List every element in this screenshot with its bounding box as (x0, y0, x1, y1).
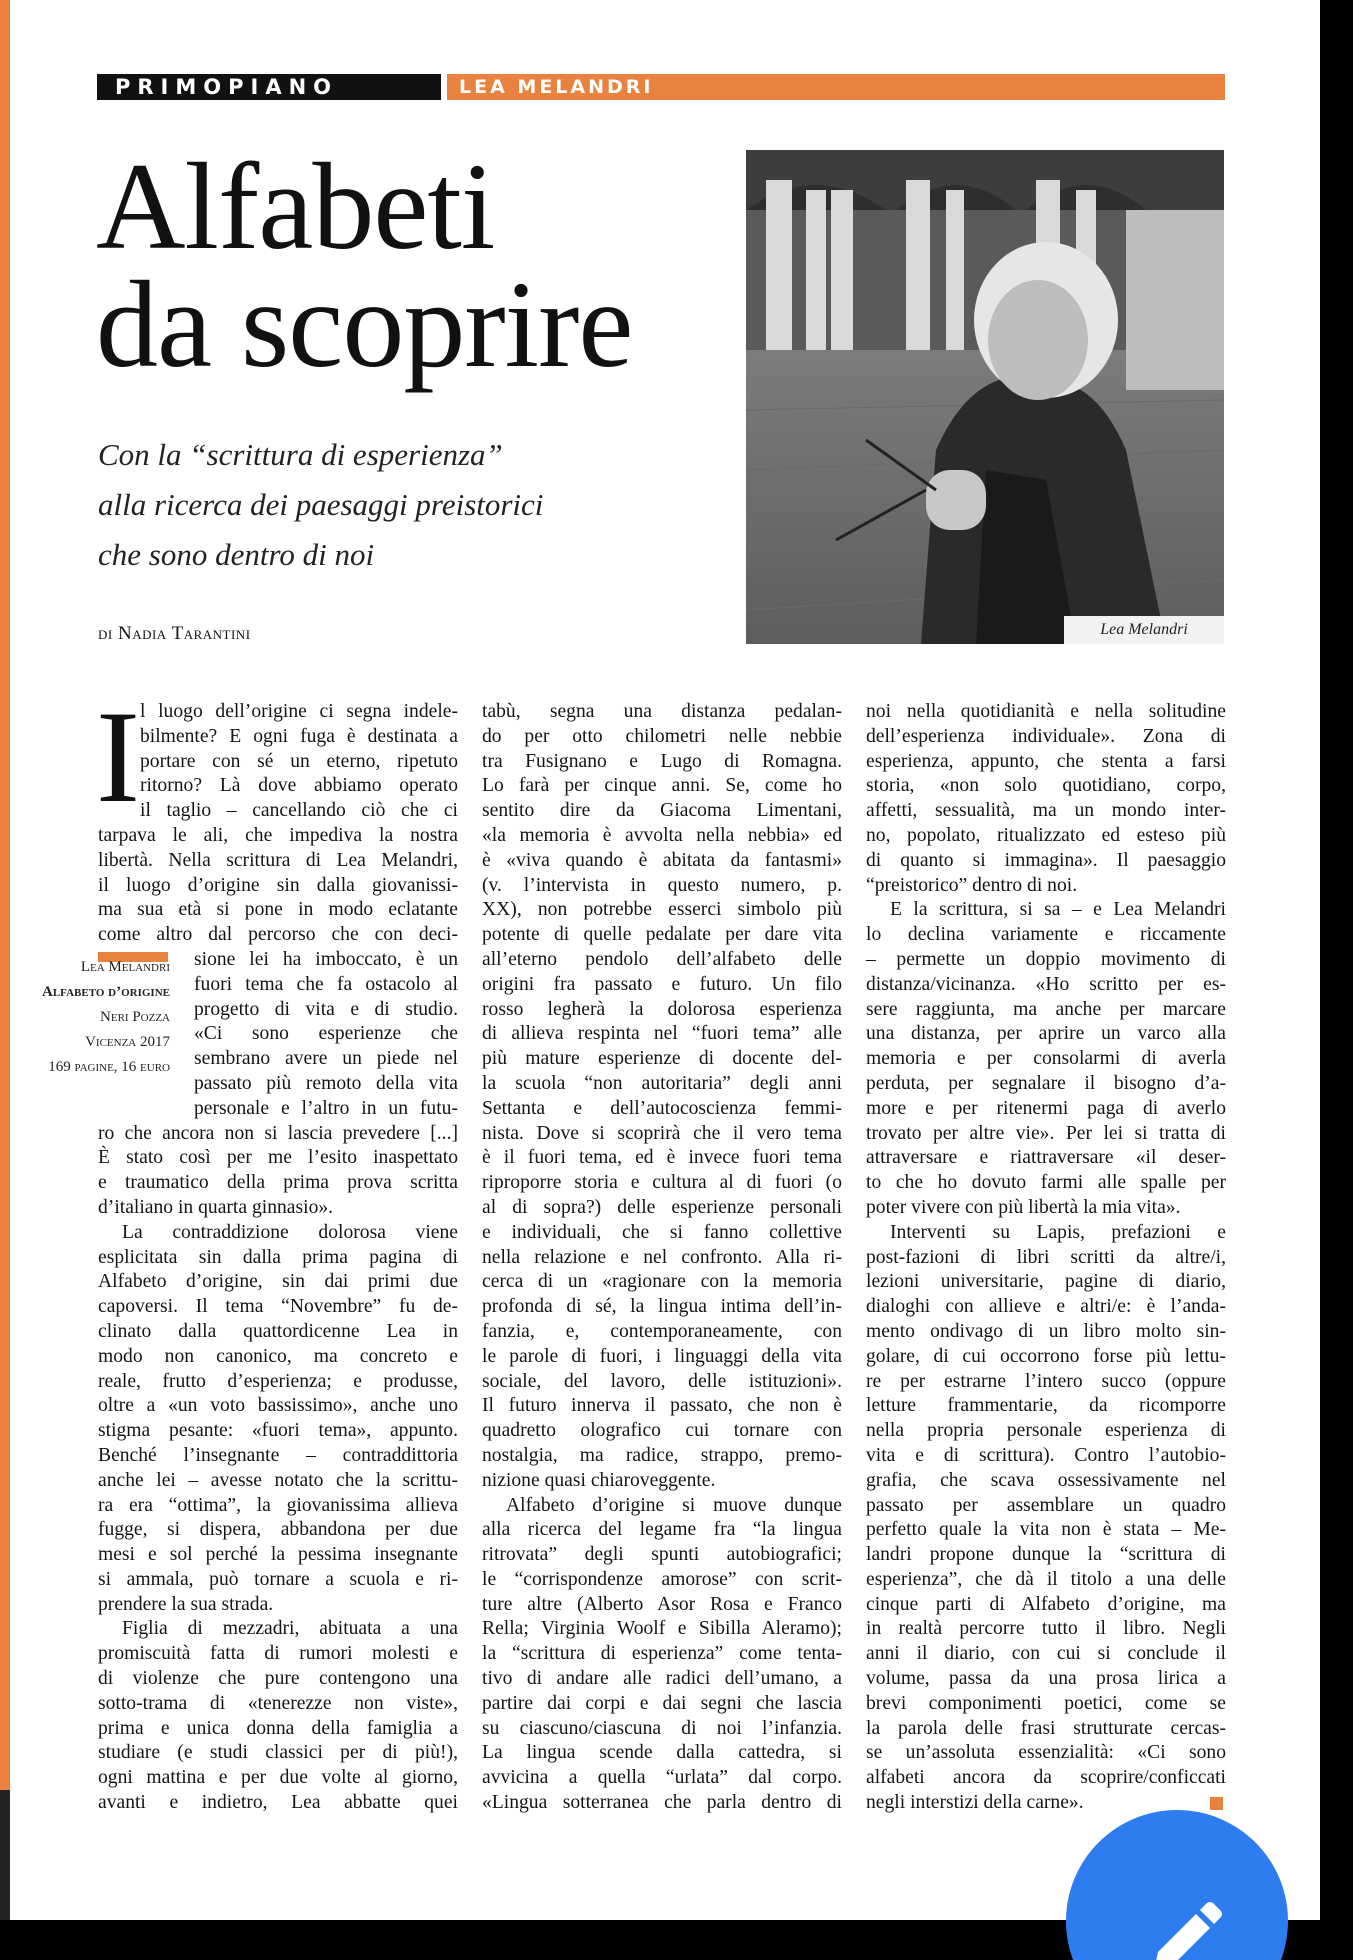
article-line: Interventi su Lapis, prefazioni e (890, 1221, 1226, 1243)
article-line: Rella; Virginia Woolf e Sibilla Aleramo); (482, 1618, 842, 1640)
article-line: nista. Dove si scoprirà che il vero tema (482, 1122, 842, 1144)
article-title (96, 138, 716, 393)
article-line: ro che ancora non si lascia prevedere [...] (98, 1122, 458, 1144)
article-line: capoversi. Il tema “Novembre” fu de- (98, 1296, 458, 1318)
article-line: prendere la sua strada. (98, 1593, 274, 1615)
article-line: dell’esperienza individuale». Zona di (866, 725, 1226, 747)
article-line: origini fra passato e futuro. Un filo (482, 973, 842, 995)
article-line: l luogo dell’origine ci segna indele- (140, 701, 458, 722)
article-line: Il futuro innerva il passato, che non è (482, 1395, 842, 1417)
section-rubric (97, 74, 1225, 100)
article-line: sione lei ha imboccato, è un (194, 948, 458, 970)
article-line: – permette un doppio movimento di (866, 948, 1226, 970)
article-line: prima e unica donna della famiglia a (98, 1717, 458, 1739)
article-line: Lo farà per cinque anni. Se, come ho (482, 775, 842, 797)
article-line: partire dai corpi e dai segni che lascia (482, 1692, 842, 1714)
article-line: fugge, si dispera, abbandona per due (98, 1519, 458, 1541)
article-line: all’eterno pendolo dell’alfabeto delle (482, 948, 842, 970)
title-line: Alfabeti (96, 138, 495, 275)
title-line: da scoprire (96, 256, 633, 393)
article-line: volume, passa da una prosa lirica a (866, 1668, 1226, 1690)
article-line: libertà. Nella scrittura di Lea Melandri, (98, 849, 458, 871)
article-line: E la scrittura, si sa – e Lea Melandri (890, 899, 1226, 921)
article-line: attraversare e riattraversare «il deser- (866, 1147, 1226, 1169)
article-line: rosso legherà la dolorosa esperienza (482, 998, 842, 1020)
article-line: «Lingua sotterranea che parla dentro di (482, 1792, 842, 1814)
article-line: una distanza, per aprire un varco alla (866, 1023, 1226, 1045)
article-line: esperienza”, che dà il titolo a una delle (866, 1568, 1226, 1590)
article-subtitle (98, 430, 658, 580)
article-line: tivo di andare alle radici dell’umano, a (482, 1668, 842, 1690)
article-line: È stato così per me l’esito inaspettato (98, 1147, 458, 1169)
page-edge-dark (0, 1790, 10, 1920)
article-line: letture frammentarie, da ricomporre (866, 1395, 1226, 1417)
article-line: in realtà percorre tutto il libro. Negli (866, 1618, 1226, 1640)
article-line: personale e l’altro in un futu- (194, 1097, 458, 1119)
article-line: ra era “ottima”, la giovanissima allieva (98, 1494, 458, 1516)
article-line: La contraddizione dolorosa viene (122, 1221, 458, 1243)
article-line: memoria e per consolarmi di averla (866, 1048, 1226, 1070)
article-line: e traumatico della prima prova scritta (98, 1172, 458, 1194)
article-line: modo non canonico, ma concreto e (98, 1345, 458, 1367)
article-line: brevi componimenti poetici, come se (866, 1692, 1226, 1714)
article-line: sere raggiunta, ma anche per marcare (866, 998, 1226, 1020)
article-line: anche lei – avesse notato che la scrittu- (98, 1469, 458, 1491)
page-edge-accent (0, 0, 10, 1790)
article-line: sotto-trama di «tenerezze non viste», (98, 1692, 458, 1714)
article-line: fuori tema che fa ostacolo al (194, 973, 458, 995)
article-line: su ciascuno/ciascuna di noi l’infanzia. (482, 1717, 842, 1739)
article-line: sociale, del lavoro, delle istituzioni». (482, 1370, 842, 1392)
book-title: Alfabeto d’origine (42, 984, 170, 1000)
byline: di Nadia Tarantini (98, 623, 251, 644)
article-line: come altro dal percorso che con deci- (98, 924, 458, 946)
article-line: il luogo d’origine sin dalla giovanissi- (98, 874, 458, 896)
article-line: le parole di fuori, i linguaggi della vita (482, 1345, 842, 1367)
article-line: post-fazioni di libri scritti da altre/i, (866, 1246, 1226, 1268)
article-line: esplicitata sin dalla prima pagina di (98, 1246, 458, 1268)
article-line: Settanta e dell’autocoscienza femmi- (482, 1097, 842, 1119)
article-line: noi nella quotidianità e nella solitudine (866, 701, 1226, 722)
article-line: studiare (e studi classici per di più!), (98, 1742, 458, 1764)
article-line: di violenze che pure contengono una (98, 1668, 458, 1690)
article-line: potente di quelle pedalate per dare vita (482, 924, 842, 946)
article-line: profonda di sé, la lingua intima dell’in- (482, 1296, 842, 1318)
article-line: grafia, che scava ossessivamente nel (866, 1469, 1226, 1491)
article-line: quadretto olografico cui tornare con (482, 1420, 842, 1442)
article-line: storia, «non solo quotidiano, corpo, (866, 775, 1226, 797)
article-line: nella relazione e nel confronto. Alla ri- (482, 1246, 842, 1268)
article-line: anni il diario, con cui si conclude il (866, 1643, 1226, 1665)
article-line: lo declina variamente e riccamente (866, 924, 1226, 946)
article-line: «Ci sono esperienze che (194, 1023, 458, 1045)
article-line: reale, frutto d’esperienza; e produsse, (98, 1370, 458, 1392)
article-line: La lingua scende dalla cattedra, si (482, 1742, 842, 1764)
article-column-1 (96, 683, 458, 1816)
article-line: nizione quasi chiaroveggente. (482, 1469, 716, 1491)
book-details: 169 pagine, 16 euro (48, 1059, 170, 1075)
article-line: alfabeti ancora da scoprire/conficcati (866, 1767, 1226, 1789)
article-line: promiscuità fatta di rumori molesti e (98, 1643, 458, 1665)
article-line: lezioni universitarie, pagine di diario, (866, 1271, 1226, 1293)
article-line: perduta, per segnalare il bisogno d’a- (866, 1072, 1226, 1094)
article-line: alla ricerca del legame fra “la lingua (482, 1519, 842, 1541)
article-line: tra Fusignano e Lugo di Romagna. (482, 750, 842, 772)
book-publisher: Neri Pozza (100, 1009, 170, 1025)
article-line: bilmente? E ogni fuga è destinata a (140, 725, 458, 747)
article-column-2 (482, 700, 842, 1816)
article-line: d’italiano in quarta ginnasio». (98, 1196, 334, 1218)
subtitle-line: Con la “scrittura di esperienza” (98, 437, 503, 472)
article-line: ritrovata” degli spunti autobiografici; (482, 1544, 842, 1566)
article-line: no, popolato, ritualizzato ed esteso più (866, 824, 1226, 846)
article-line: trovato per altre vie». Per lei si tratta di (866, 1122, 1226, 1144)
article-line: mesi e sol perché la pessima insegnante (98, 1544, 458, 1566)
book-author: Lea Melandri (80, 959, 170, 975)
article-line: tabù, segna una distanza pedalan- (482, 701, 842, 722)
article-line: cinque parti di Alfabeto d’origine, ma (866, 1593, 1226, 1615)
article-line: affetti, sessualità, ma un mondo inter- (866, 800, 1226, 822)
photo-illustration (746, 150, 1224, 644)
article-line: la “scrittura di esperienza” come tenta- (482, 1643, 842, 1665)
article-line: ogni mattina e per due volte al giorno, (98, 1767, 458, 1789)
article-line: la parola delle frasi strutturate cercas- (866, 1717, 1226, 1739)
article-line: «la memoria è avvolta nella nebbia» ed (482, 824, 842, 846)
book-place-year: Vicenza 2017 (85, 1034, 170, 1050)
article-line: do per otto chilometri nelle nebbie (482, 725, 842, 747)
article-line: è il fuori tema, ed è invece fuori tema (482, 1147, 842, 1169)
article-line: ma sua età si pone in modo eclatante (98, 899, 458, 921)
article-line: portare con sé un eterno, ripetuto (140, 750, 458, 772)
article-line: sembrano avere un piede nel (194, 1048, 458, 1070)
article-line: golare, di cui occorrono forse più lettu- (866, 1345, 1226, 1367)
article-line: stigma pesante: «fuori tema», appunto. (98, 1420, 458, 1442)
article-line: dialoghi con allieve e altri/e: è l’anda- (866, 1296, 1226, 1318)
article-line: tarpava le ali, che impediva la nostra (98, 824, 458, 846)
article-line: ritorno? Là dove abbiamo operato (140, 775, 458, 797)
subtitle-line: che sono dentro di noi (98, 537, 375, 572)
article-line: vita e di scrittura). Contro l’autobio- (866, 1444, 1226, 1466)
article-line: passato per assemblare un quadro (866, 1494, 1226, 1516)
article-line: se un’assoluta essenzialità: «Ci sono (866, 1742, 1226, 1764)
article-line: più mature esperienze di docente del- (482, 1048, 842, 1070)
article-line: passato più remoto della vita (194, 1072, 458, 1094)
article-line: mento ondivago di un libro molto sin- (866, 1320, 1226, 1342)
article-line: sentito dire da Giacoma Limentani, (482, 800, 842, 822)
end-mark (1210, 1797, 1223, 1810)
article-line: la scuola “non autoritaria” degli anni (482, 1072, 842, 1094)
article-line: negli interstizi della carne». (866, 1792, 1084, 1814)
article-line: il taglio – cancellando ciò che ci (140, 800, 458, 822)
article-line: Figlia di mezzadri, abituata a una (122, 1618, 458, 1640)
article-line: (v. l’intervista in questo numero, p. (482, 874, 842, 896)
article-line: avanti e indietro, Lea abbatte quei (98, 1792, 458, 1814)
article-line: XX), non potrebbe esserci simbolo più (482, 899, 842, 921)
subtitle-line: alla ricerca dei paesaggi preistorici (98, 487, 544, 522)
article-line: di quanto si immagina». Il paesaggio (866, 849, 1226, 871)
article-line: cerca di un «ragionare con la memoria (482, 1271, 842, 1293)
article-line: landri propone dunque la “scrittura di (866, 1544, 1226, 1566)
article-line: nella propria personale esperienza di (866, 1420, 1226, 1442)
article-line: distanza/vicinanza. «Ho scritto per es- (866, 973, 1226, 995)
article-line: “preistorico” dentro di noi. (866, 874, 1078, 896)
article-line: Benché l’insegnante – contraddittoria (98, 1444, 458, 1466)
article-line: si ammala, può tornare a scuola e ri- (98, 1568, 458, 1590)
article-line: Alfabeto d’origine, sin dai primi due (98, 1271, 458, 1293)
author-photo (746, 150, 1224, 644)
article-line: oltre a «un voto bassissimo», anche uno (98, 1395, 458, 1417)
article-line: re per estrarne l’intero succo (oppure (866, 1370, 1226, 1392)
article-line: riproporre storia e cultura al di fuori (o (482, 1172, 842, 1194)
article-line: perfetto quale la vita non è stata – Me- (866, 1519, 1226, 1541)
article-line: di allieva respinta nel “fuori tema” alle (482, 1023, 842, 1045)
article-line: al di sopra?) delle esperienze personali (482, 1196, 842, 1218)
article-line: fanzia, e, contemporaneamente, con (482, 1320, 842, 1342)
article-line: to che ho dovuto farmi alle spalle per (866, 1172, 1226, 1194)
article-line: poter vivere con più libertà la mia vita». (866, 1196, 1181, 1218)
pencil-icon (1144, 1900, 1224, 1960)
article-line: more e per ritenermi paga di averlo (866, 1097, 1226, 1119)
article-line: avvicina a quella “urlata” dal corpo. (482, 1767, 842, 1789)
article-line: progetto di vita e di studio. (194, 998, 458, 1020)
section-label: PRIMOPIANO (97, 74, 447, 100)
article-line: è «viva quando è abitata da fantasmi» (482, 849, 842, 871)
photo-caption: Lea Melandri (1064, 616, 1224, 644)
article-line: nostalgia, ma radice, strappo, premo- (482, 1444, 842, 1466)
article-line: e individuali, che si fanno collettive (482, 1221, 842, 1243)
article-line: Alfabeto d’origine si muove dunque (506, 1494, 842, 1516)
article-line: esperienza, appunto, che stenta a farsi (866, 750, 1226, 772)
article-line: le “corrispondenze amorose” con scrit- (482, 1568, 842, 1590)
article-line: clinato dalla quattordicenne Lea in (98, 1320, 458, 1342)
article-line: ture altre (Alberto Asor Rosa e Franco (482, 1593, 842, 1615)
article-column-3 (866, 700, 1226, 1816)
topic-label: LEA MELANDRI (447, 74, 1225, 100)
drop-cap: I (96, 683, 140, 830)
